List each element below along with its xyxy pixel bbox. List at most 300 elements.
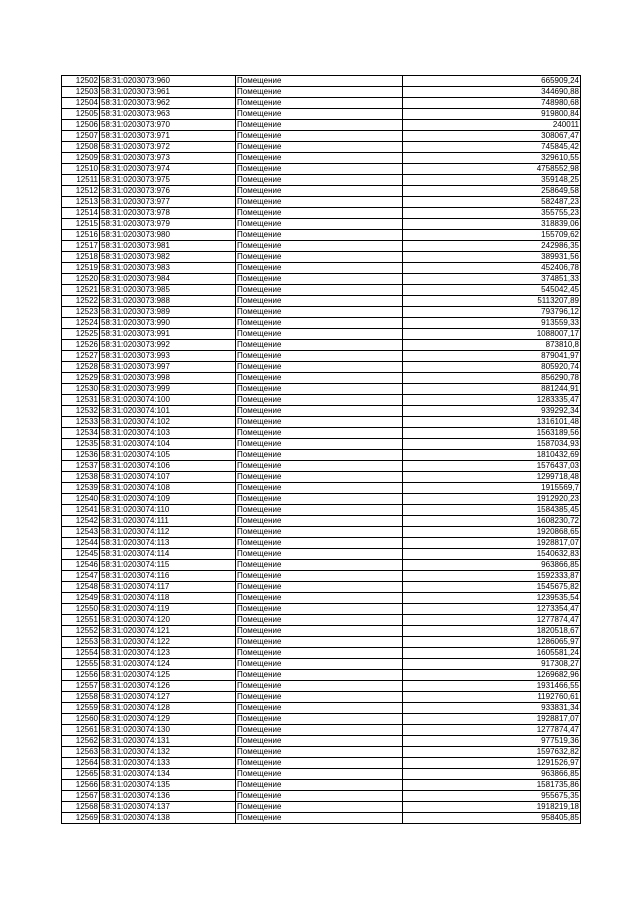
object-type-cell: Помещение: [236, 186, 403, 197]
table-row: [62, 626, 581, 637]
cadastral-value-cell: 1915569,7: [403, 483, 581, 494]
table-row: [62, 373, 581, 384]
cadastral-value-cell: 240011: [403, 120, 581, 131]
row-number-cell: 12526: [62, 340, 100, 351]
cadastral-value-cell: 1283335,47: [403, 395, 581, 406]
table-row: [62, 241, 581, 252]
row-number-cell: 12569: [62, 813, 100, 824]
cadastral-value-cell: 1581735,86: [403, 780, 581, 791]
cadastral-number-cell: 58:31:0203073:962: [100, 98, 236, 109]
table-body: [62, 76, 581, 824]
object-type-cell: Помещение: [236, 362, 403, 373]
row-number-cell: 12538: [62, 472, 100, 483]
cadastral-number-cell: 58:31:0203074:119: [100, 604, 236, 615]
row-number-cell: 12514: [62, 208, 100, 219]
cadastral-number-cell: 58:31:0203073:999: [100, 384, 236, 395]
cadastral-number-cell: 58:31:0203074:116: [100, 571, 236, 582]
table-row: [62, 571, 581, 582]
cadastral-number-cell: 58:31:0203074:133: [100, 758, 236, 769]
object-type-cell: Помещение: [236, 318, 403, 329]
cadastral-value-cell: 4758552,98: [403, 164, 581, 175]
cadastral-number-cell: 58:31:0203073:970: [100, 120, 236, 131]
row-number-cell: 12513: [62, 197, 100, 208]
table-row: [62, 505, 581, 516]
table-row: [62, 164, 581, 175]
row-number-cell: 12521: [62, 285, 100, 296]
cadastral-value-cell: 308067,47: [403, 131, 581, 142]
cadastral-number-cell: 58:31:0203073:989: [100, 307, 236, 318]
cadastral-value-cell: 1563189,56: [403, 428, 581, 439]
object-type-cell: Помещение: [236, 142, 403, 153]
row-number-cell: 12550: [62, 604, 100, 615]
cadastral-number-cell: 58:31:0203073:990: [100, 318, 236, 329]
object-type-cell: Помещение: [236, 450, 403, 461]
row-number-cell: 12556: [62, 670, 100, 681]
table-row: [62, 395, 581, 406]
cadastral-number-cell: 58:31:0203074:128: [100, 703, 236, 714]
object-type-cell: Помещение: [236, 725, 403, 736]
row-number-cell: 12563: [62, 747, 100, 758]
cadastral-value-cell: 1540632,83: [403, 549, 581, 560]
object-type-cell: Помещение: [236, 648, 403, 659]
cadastral-value-cell: 958405,85: [403, 813, 581, 824]
row-number-cell: 12562: [62, 736, 100, 747]
table-row: [62, 494, 581, 505]
cadastral-number-cell: 58:31:0203073:983: [100, 263, 236, 274]
cadastral-value-cell: 879041,97: [403, 351, 581, 362]
object-type-cell: Помещение: [236, 428, 403, 439]
cadastral-number-cell: 58:31:0203073:975: [100, 175, 236, 186]
table-row: [62, 604, 581, 615]
object-type-cell: Помещение: [236, 164, 403, 175]
table-row: [62, 681, 581, 692]
row-number-cell: 12536: [62, 450, 100, 461]
table-row: [62, 417, 581, 428]
object-type-cell: Помещение: [236, 373, 403, 384]
table-row: [62, 637, 581, 648]
table-row: [62, 549, 581, 560]
cadastral-number-cell: 58:31:0203074:101: [100, 406, 236, 417]
row-number-cell: 12554: [62, 648, 100, 659]
object-type-cell: Помещение: [236, 340, 403, 351]
table-row: [62, 747, 581, 758]
object-type-cell: Помещение: [236, 736, 403, 747]
cadastral-value-cell: 963866,85: [403, 560, 581, 571]
row-number-cell: 12519: [62, 263, 100, 274]
row-number-cell: 12502: [62, 76, 100, 87]
cadastral-value-cell: 5113207,89: [403, 296, 581, 307]
cadastral-value-cell: 355755,23: [403, 208, 581, 219]
cadastral-number-cell: 58:31:0203074:106: [100, 461, 236, 472]
row-number-cell: 12530: [62, 384, 100, 395]
cadastral-number-cell: 58:31:0203074:102: [100, 417, 236, 428]
cadastral-value-cell: 1545675,82: [403, 582, 581, 593]
object-type-cell: Помещение: [236, 538, 403, 549]
object-type-cell: Помещение: [236, 87, 403, 98]
cadastral-number-cell: 58:31:0203073:988: [100, 296, 236, 307]
row-number-cell: 12568: [62, 802, 100, 813]
row-number-cell: 12507: [62, 131, 100, 142]
cadastral-value-cell: 917308,27: [403, 659, 581, 670]
row-number-cell: 12522: [62, 296, 100, 307]
object-type-cell: Помещение: [236, 681, 403, 692]
object-type-cell: Помещение: [236, 274, 403, 285]
cadastral-number-cell: 58:31:0203073:972: [100, 142, 236, 153]
object-type-cell: Помещение: [236, 384, 403, 395]
row-number-cell: 12520: [62, 274, 100, 285]
cadastral-number-cell: 58:31:0203074:107: [100, 472, 236, 483]
cadastral-number-cell: 58:31:0203074:120: [100, 615, 236, 626]
cadastral-value-cell: 155709,62: [403, 230, 581, 241]
table-row: [62, 472, 581, 483]
row-number-cell: 12505: [62, 109, 100, 120]
object-type-cell: Помещение: [236, 406, 403, 417]
row-number-cell: 12517: [62, 241, 100, 252]
row-number-cell: 12532: [62, 406, 100, 417]
row-number-cell: 12524: [62, 318, 100, 329]
row-number-cell: 12533: [62, 417, 100, 428]
row-number-cell: 12544: [62, 538, 100, 549]
object-type-cell: Помещение: [236, 307, 403, 318]
object-type-cell: Помещение: [236, 296, 403, 307]
cadastral-value-cell: 933831,34: [403, 703, 581, 714]
row-number-cell: 12527: [62, 351, 100, 362]
table-row: [62, 615, 581, 626]
table-row: [62, 274, 581, 285]
object-type-cell: Помещение: [236, 670, 403, 681]
cadastral-value-cell: 389931,56: [403, 252, 581, 263]
cadastral-value-cell: 745845,42: [403, 142, 581, 153]
object-type-cell: Помещение: [236, 197, 403, 208]
cadastral-number-cell: 58:31:0203074:126: [100, 681, 236, 692]
table-row: [62, 791, 581, 802]
row-number-cell: 12510: [62, 164, 100, 175]
row-number-cell: 12551: [62, 615, 100, 626]
cadastral-number-cell: 58:31:0203073:979: [100, 219, 236, 230]
table-row: [62, 802, 581, 813]
table-row: [62, 142, 581, 153]
table-row: [62, 703, 581, 714]
cadastral-value-cell: 939292,34: [403, 406, 581, 417]
table-row: [62, 120, 581, 131]
cadastral-value-cell: 913559,33: [403, 318, 581, 329]
object-type-cell: Помещение: [236, 263, 403, 274]
cadastral-value-cell: 374851,33: [403, 274, 581, 285]
cadastral-number-cell: 58:31:0203074:105: [100, 450, 236, 461]
cadastral-value-cell: 1299718,48: [403, 472, 581, 483]
cadastral-value-cell: 258649,58: [403, 186, 581, 197]
row-number-cell: 12543: [62, 527, 100, 538]
row-number-cell: 12515: [62, 219, 100, 230]
cadastral-number-cell: 58:31:0203073:982: [100, 252, 236, 263]
cadastral-number-cell: 58:31:0203074:111: [100, 516, 236, 527]
cadastral-value-cell: 1277874,47: [403, 615, 581, 626]
row-number-cell: 12542: [62, 516, 100, 527]
object-type-cell: Помещение: [236, 505, 403, 516]
table-row: [62, 483, 581, 494]
table-row: [62, 714, 581, 725]
cadastral-number-cell: 58:31:0203074:113: [100, 538, 236, 549]
cadastral-value-cell: 793796,12: [403, 307, 581, 318]
object-type-cell: Помещение: [236, 439, 403, 450]
cadastral-number-cell: 58:31:0203073:960: [100, 76, 236, 87]
cadastral-value-cell: 748980,68: [403, 98, 581, 109]
table-row: [62, 406, 581, 417]
cadastral-value-cell: 963866,85: [403, 769, 581, 780]
cadastral-number-cell: 58:31:0203074:134: [100, 769, 236, 780]
table-row: [62, 450, 581, 461]
cadastral-number-cell: 58:31:0203074:124: [100, 659, 236, 670]
row-number-cell: 12535: [62, 439, 100, 450]
cadastral-value-cell: 545042,45: [403, 285, 581, 296]
row-number-cell: 12565: [62, 769, 100, 780]
table-row: [62, 219, 581, 230]
row-number-cell: 12512: [62, 186, 100, 197]
object-type-cell: Помещение: [236, 98, 403, 109]
object-type-cell: Помещение: [236, 351, 403, 362]
cadastral-number-cell: 58:31:0203073:985: [100, 285, 236, 296]
object-type-cell: Помещение: [236, 252, 403, 263]
cadastral-value-cell: 1316101,48: [403, 417, 581, 428]
object-type-cell: Помещение: [236, 241, 403, 252]
cadastral-value-cell: 1605581,24: [403, 648, 581, 659]
object-type-cell: Помещение: [236, 230, 403, 241]
cadastral-number-cell: 58:31:0203074:121: [100, 626, 236, 637]
cadastral-value-cell: 1920868,65: [403, 527, 581, 538]
table-row: [62, 197, 581, 208]
cadastral-number-cell: 58:31:0203073:977: [100, 197, 236, 208]
row-number-cell: 12516: [62, 230, 100, 241]
cadastral-value-cell: 955675,35: [403, 791, 581, 802]
row-number-cell: 12552: [62, 626, 100, 637]
cadastral-value-cell: 1584385,45: [403, 505, 581, 516]
cadastral-number-cell: 58:31:0203074:104: [100, 439, 236, 450]
table-row: [62, 725, 581, 736]
table-row: [62, 384, 581, 395]
object-type-cell: Помещение: [236, 758, 403, 769]
row-number-cell: 12529: [62, 373, 100, 384]
table-row: [62, 208, 581, 219]
cadastral-value-cell: 1820518,67: [403, 626, 581, 637]
cadastral-value-cell: 1286065,97: [403, 637, 581, 648]
table-row: [62, 252, 581, 263]
row-number-cell: 12567: [62, 791, 100, 802]
row-number-cell: 12539: [62, 483, 100, 494]
cadastral-number-cell: 58:31:0203074:110: [100, 505, 236, 516]
row-number-cell: 12560: [62, 714, 100, 725]
table-row: [62, 329, 581, 340]
object-type-cell: Помещение: [236, 461, 403, 472]
cadastral-value-cell: 329610,55: [403, 153, 581, 164]
object-type-cell: Помещение: [236, 153, 403, 164]
row-number-cell: 12508: [62, 142, 100, 153]
table-row: [62, 659, 581, 670]
table-row: [62, 340, 581, 351]
cadastral-number-cell: 58:31:0203074:136: [100, 791, 236, 802]
cadastral-value-cell: 1918219,18: [403, 802, 581, 813]
row-number-cell: 12509: [62, 153, 100, 164]
cadastral-number-cell: 58:31:0203074:129: [100, 714, 236, 725]
table-row: [62, 439, 581, 450]
cadastral-value-cell: 1192760,61: [403, 692, 581, 703]
object-type-cell: Помещение: [236, 131, 403, 142]
table-row: [62, 87, 581, 98]
table-row: [62, 131, 581, 142]
cadastral-value-table: [61, 75, 581, 824]
row-number-cell: 12525: [62, 329, 100, 340]
cadastral-value-cell: 1239535,54: [403, 593, 581, 604]
cadastral-value-cell: 1597632,82: [403, 747, 581, 758]
cadastral-number-cell: 58:31:0203074:109: [100, 494, 236, 505]
cadastral-value-cell: 1273354,47: [403, 604, 581, 615]
table-row: [62, 318, 581, 329]
row-number-cell: 12537: [62, 461, 100, 472]
row-number-cell: 12549: [62, 593, 100, 604]
cadastral-number-cell: 58:31:0203074:123: [100, 648, 236, 659]
table-row: [62, 296, 581, 307]
row-number-cell: 12548: [62, 582, 100, 593]
cadastral-value-cell: 1592333,87: [403, 571, 581, 582]
cadastral-value-cell: 1576437,03: [403, 461, 581, 472]
table-row: [62, 560, 581, 571]
row-number-cell: 12534: [62, 428, 100, 439]
row-number-cell: 12540: [62, 494, 100, 505]
cadastral-number-cell: 58:31:0203074:135: [100, 780, 236, 791]
cadastral-value-cell: 1277874,47: [403, 725, 581, 736]
row-number-cell: 12541: [62, 505, 100, 516]
table-row: [62, 780, 581, 791]
cadastral-number-cell: 58:31:0203073:973: [100, 153, 236, 164]
row-number-cell: 12566: [62, 780, 100, 791]
cadastral-number-cell: 58:31:0203074:122: [100, 637, 236, 648]
cadastral-value-cell: 665909,24: [403, 76, 581, 87]
row-number-cell: 12564: [62, 758, 100, 769]
cadastral-number-cell: 58:31:0203074:127: [100, 692, 236, 703]
table-row: [62, 670, 581, 681]
cadastral-number-cell: 58:31:0203074:138: [100, 813, 236, 824]
object-type-cell: Помещение: [236, 472, 403, 483]
row-number-cell: 12503: [62, 87, 100, 98]
object-type-cell: Помещение: [236, 483, 403, 494]
cadastral-value-cell: 344690,88: [403, 87, 581, 98]
table-row: [62, 593, 581, 604]
object-type-cell: Помещение: [236, 516, 403, 527]
table-row: [62, 769, 581, 780]
object-type-cell: Помещение: [236, 791, 403, 802]
cadastral-value-cell: 1608230,72: [403, 516, 581, 527]
object-type-cell: Помещение: [236, 637, 403, 648]
table-row: [62, 351, 581, 362]
cadastral-value-cell: 359148,25: [403, 175, 581, 186]
cadastral-value-cell: 977519,36: [403, 736, 581, 747]
table-row: [62, 527, 581, 538]
table-row: [62, 758, 581, 769]
row-number-cell: 12504: [62, 98, 100, 109]
table-row: [62, 461, 581, 472]
cadastral-number-cell: 58:31:0203073:963: [100, 109, 236, 120]
object-type-cell: Помещение: [236, 417, 403, 428]
object-type-cell: Помещение: [236, 813, 403, 824]
object-type-cell: Помещение: [236, 626, 403, 637]
object-type-cell: Помещение: [236, 219, 403, 230]
object-type-cell: Помещение: [236, 714, 403, 725]
table-row: [62, 307, 581, 318]
row-number-cell: 12557: [62, 681, 100, 692]
table-row: [62, 813, 581, 824]
cadastral-number-cell: 58:31:0203074:115: [100, 560, 236, 571]
row-number-cell: 12561: [62, 725, 100, 736]
cadastral-value-cell: 1912920,23: [403, 494, 581, 505]
table-row: [62, 516, 581, 527]
cadastral-value-cell: 1587034,93: [403, 439, 581, 450]
cadastral-value-cell: 1928817,07: [403, 538, 581, 549]
cadastral-number-cell: 58:31:0203074:100: [100, 395, 236, 406]
object-type-cell: Помещение: [236, 208, 403, 219]
cadastral-number-cell: 58:31:0203073:961: [100, 87, 236, 98]
cadastral-value-cell: 919800,84: [403, 109, 581, 120]
cadastral-value-cell: 1928817,07: [403, 714, 581, 725]
table-row: [62, 736, 581, 747]
cadastral-value-cell: 318839,06: [403, 219, 581, 230]
table-row: [62, 109, 581, 120]
cadastral-number-cell: 58:31:0203073:971: [100, 131, 236, 142]
cadastral-number-cell: 58:31:0203074:117: [100, 582, 236, 593]
cadastral-value-cell: 856290,78: [403, 373, 581, 384]
row-number-cell: 12528: [62, 362, 100, 373]
row-number-cell: 12553: [62, 637, 100, 648]
object-type-cell: Помещение: [236, 659, 403, 670]
row-number-cell: 12545: [62, 549, 100, 560]
cadastral-value-cell: 1810432,69: [403, 450, 581, 461]
table-row: [62, 175, 581, 186]
row-number-cell: 12547: [62, 571, 100, 582]
object-type-cell: Помещение: [236, 395, 403, 406]
object-type-cell: Помещение: [236, 120, 403, 131]
row-number-cell: 12546: [62, 560, 100, 571]
cadastral-number-cell: 58:31:0203073:981: [100, 241, 236, 252]
cadastral-value-cell: 1269682,96: [403, 670, 581, 681]
object-type-cell: Помещение: [236, 769, 403, 780]
object-type-cell: Помещение: [236, 582, 403, 593]
cadastral-value-cell: 582487,23: [403, 197, 581, 208]
table-row: [62, 362, 581, 373]
cadastral-number-cell: 58:31:0203074:125: [100, 670, 236, 681]
cadastral-number-cell: 58:31:0203074:132: [100, 747, 236, 758]
cadastral-value-cell: 242986,35: [403, 241, 581, 252]
object-type-cell: Помещение: [236, 175, 403, 186]
object-type-cell: Помещение: [236, 527, 403, 538]
cadastral-number-cell: 58:31:0203074:108: [100, 483, 236, 494]
table-row: [62, 538, 581, 549]
table-row: [62, 263, 581, 274]
cadastral-value-cell: 1291526,97: [403, 758, 581, 769]
table-row: [62, 153, 581, 164]
object-type-cell: Помещение: [236, 604, 403, 615]
cadastral-number-cell: 58:31:0203073:993: [100, 351, 236, 362]
row-number-cell: 12559: [62, 703, 100, 714]
object-type-cell: Помещение: [236, 780, 403, 791]
cadastral-value-cell: 1931466,55: [403, 681, 581, 692]
table-row: [62, 582, 581, 593]
cadastral-number-cell: 58:31:0203073:978: [100, 208, 236, 219]
object-type-cell: Помещение: [236, 692, 403, 703]
cadastral-value-cell: 452406,78: [403, 263, 581, 274]
table-row: [62, 428, 581, 439]
table-row: [62, 648, 581, 659]
object-type-cell: Помещение: [236, 329, 403, 340]
row-number-cell: 12555: [62, 659, 100, 670]
cadastral-number-cell: 58:31:0203074:137: [100, 802, 236, 813]
